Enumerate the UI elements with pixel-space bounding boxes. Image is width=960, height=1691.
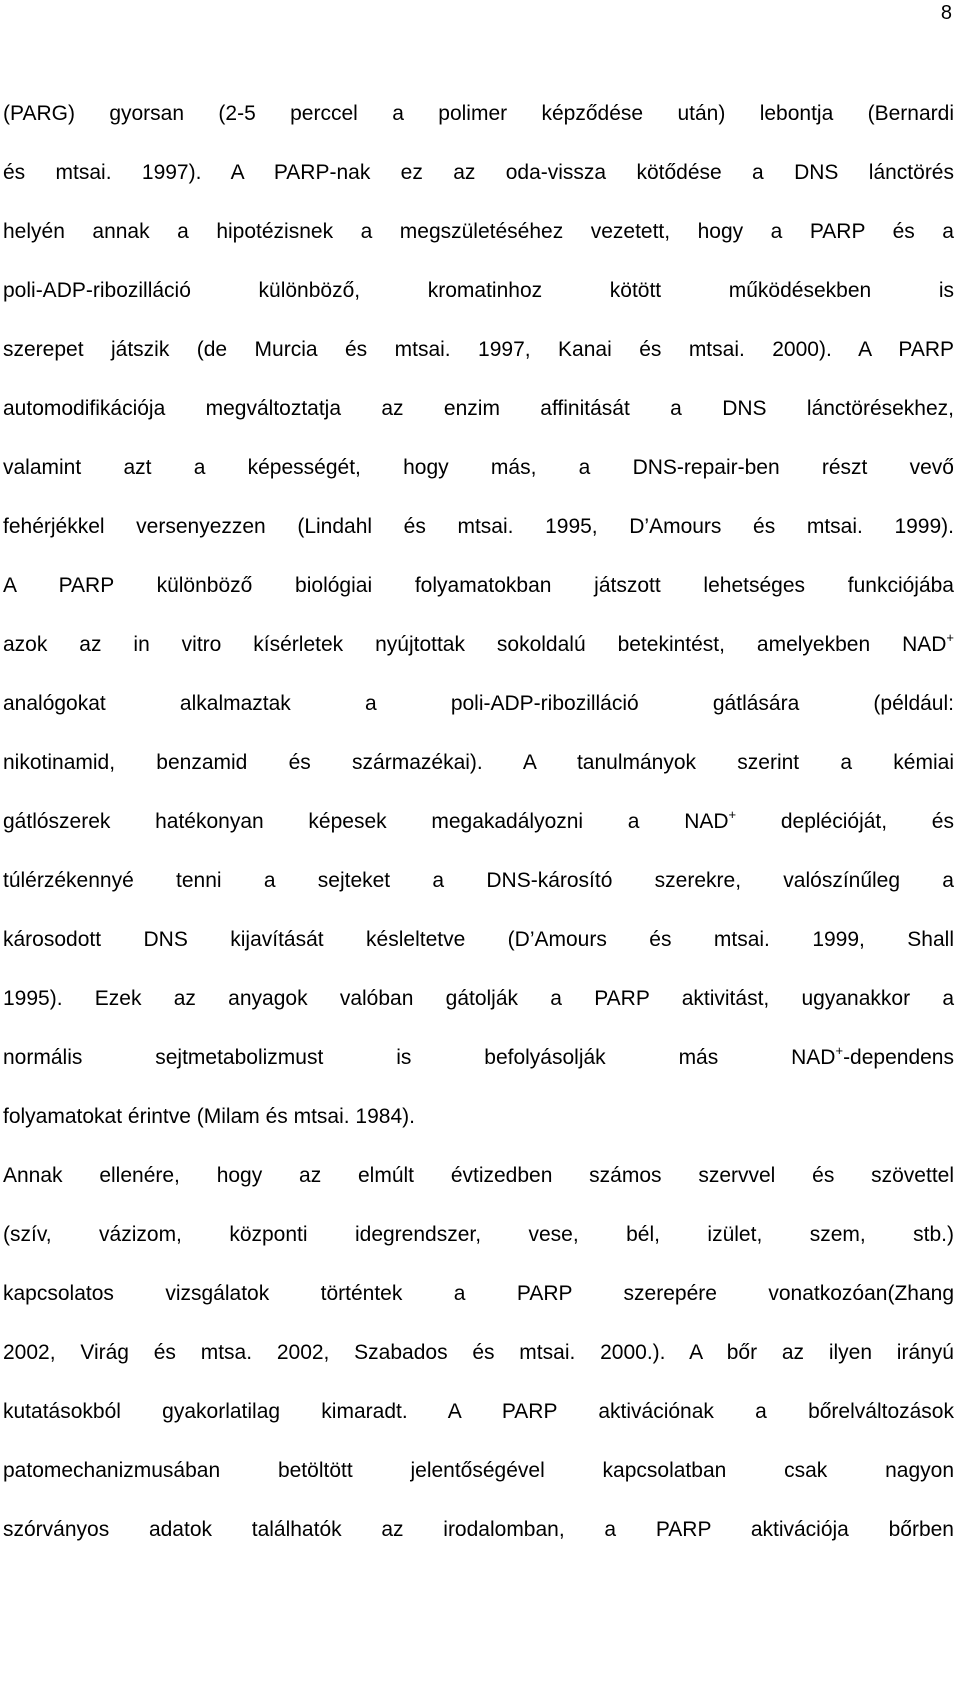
text-line: kutatásokból gyakorlatilag kimaradt. A PARP aktivációnak a bőrelváltozások — [3, 1400, 954, 1423]
text-segment: -dependens — [843, 1046, 954, 1069]
text-line: valamint azt a képességét, hogy más, a DNS-repair-ben részt vevő — [3, 456, 954, 479]
text-line: patomechanizmusában betöltött jelentőségével kapcsolatban csak nagyon — [3, 1459, 954, 1482]
text-line: A PARP különböző biológiai folyamatokban játszott lehetséges funkciójába — [3, 574, 954, 597]
superscript-plus: + — [835, 1043, 844, 1058]
text-line: folyamatokat érintve (Milam és mtsai. 1984). — [3, 1105, 415, 1128]
text-line — [3, 1045, 954, 1071]
text-line: analógokat alkalmaztak a poli-ADP-ribozilláció gátlására (például: — [3, 692, 954, 715]
text-line: és mtsai. 1997). A PARP-nak ez az oda-vissza kötődése a DNS lánctörés — [3, 161, 954, 184]
text-line: Annak ellenére, hogy az elmúlt évtizedben számos szervvel és szövettel — [3, 1164, 954, 1187]
text-line — [3, 809, 954, 835]
text-line: kapcsolatos vizsgálatok történtek a PARP szerepére vonatkozóan(Zhang — [3, 1282, 954, 1305]
text-line: 2002, Virág és mtsa. 2002, Szabados és mtsai. 2000.). A bőr az ilyen irányú — [3, 1341, 954, 1364]
text-line — [3, 632, 954, 658]
text-segment: azok az in vitro kísérletek nyújtottak sokoldalú betekintést, amelyekben NAD — [3, 633, 947, 656]
text-line: poli-ADP-ribozilláció különböző, kromatinhoz kötött működésekben is — [3, 279, 954, 302]
text-line: 1995). Ezek az anyagok valóban gátolják a PARP aktivitást, ugyanakkor a — [3, 987, 954, 1010]
text-line: (PARG) gyorsan (2-5 perccel a polimer képződése után) lebontja (Bernardi — [3, 102, 954, 125]
text-line: fehérjékkel versenyezzen (Lindahl és mtsai. 1995, D’Amours és mtsai. 1999). — [3, 515, 954, 538]
text-line: károsodott DNS kijavítását késleltetve (D’Amours és mtsai. 1999, Shall — [3, 928, 954, 951]
text-line: helyén annak a hipotézisnek a megszületéséhez vezetett, hogy a PARP és a — [3, 220, 954, 243]
superscript-plus: + — [728, 807, 737, 822]
superscript-plus: + — [946, 630, 954, 645]
text-segment: gátlószerek hatékonyan képesek megakadályozni a NAD — [3, 810, 729, 833]
text-line: automodifikációja megváltoztatja az enzim affinitását a DNS lánctörésekhez, — [3, 397, 954, 420]
text-segment: normális sejtmetabolizmust is befolyásolják más NAD — [3, 1046, 836, 1069]
text-line: (szív, vázizom, központi idegrendszer, vese, bél, izület, szem, stb.) — [3, 1223, 954, 1246]
text-line: túlérzékennyé tenni a sejteket a DNS-károsító szerekre, valószínűleg a — [3, 869, 954, 892]
text-line: nikotinamid, benzamid és származékai). A tanulmányok szerint a kémiai — [3, 751, 954, 774]
text-line: szórványos adatok találhatók az irodalomban, a PARP aktivációja bőrben — [3, 1518, 954, 1541]
text-line: szerepet játszik (de Murcia és mtsai. 1997, Kanai és mtsai. 2000). A PARP — [3, 338, 954, 361]
page-number: 8 — [940, 2, 952, 24]
text-segment: deplécióját, és — [736, 810, 954, 833]
